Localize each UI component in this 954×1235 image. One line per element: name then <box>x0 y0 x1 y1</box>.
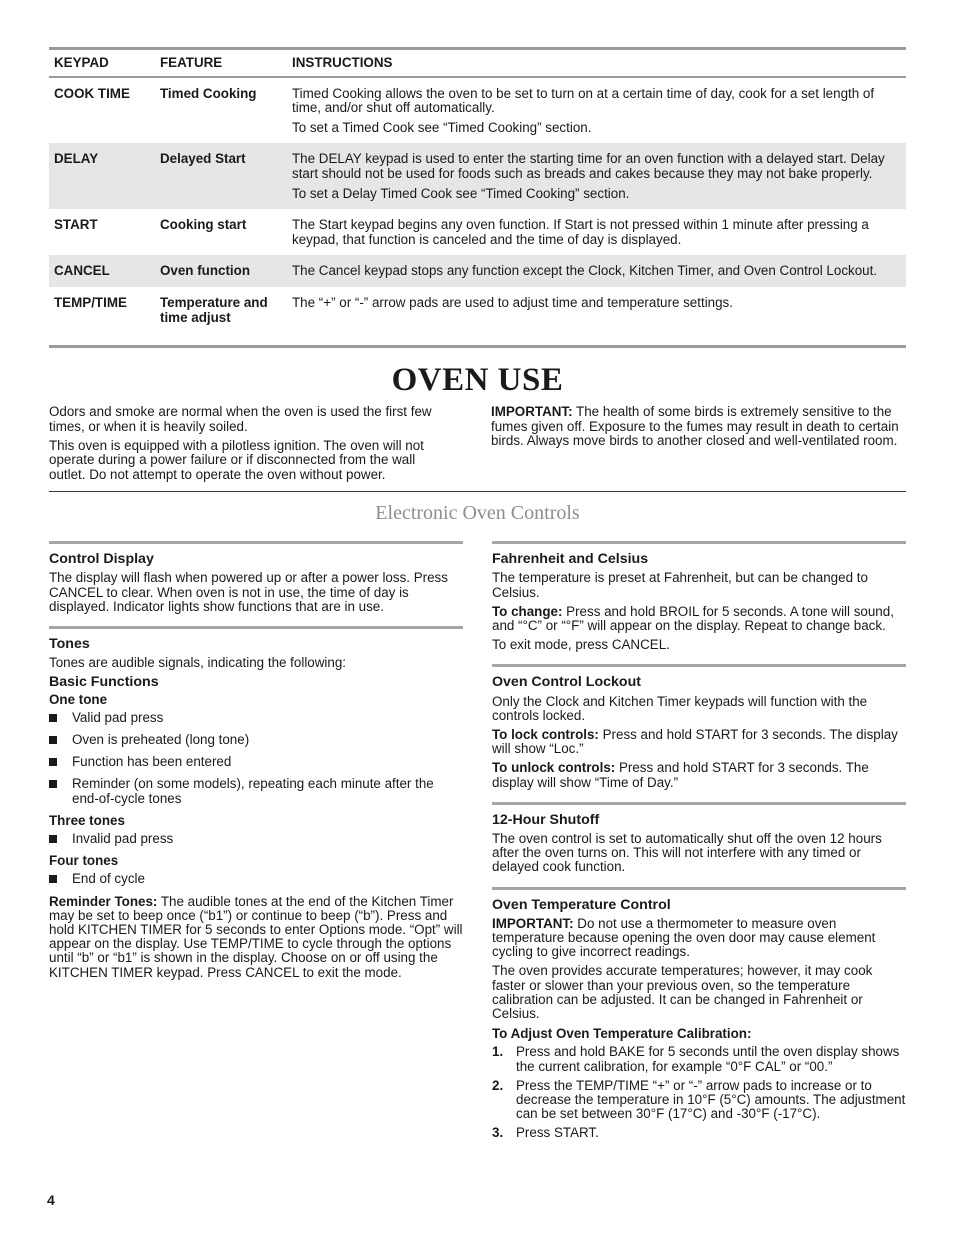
three-tones-list <box>49 832 463 846</box>
list-item <box>49 733 463 747</box>
square-bullet-icon <box>49 714 57 722</box>
list-item-text: End of cycle <box>72 871 145 887</box>
unlock-paragraph <box>492 761 906 789</box>
list-item <box>492 1079 906 1122</box>
instruction-text: The Start keypad begins any oven function. If Start is not pressed within 1 minute after pressing a keypad, that function is canceled and the time of day is displayed. <box>292 217 869 247</box>
control-lockout-section <box>492 664 906 789</box>
instructions-cell <box>287 255 906 287</box>
instructions-cell <box>287 77 906 144</box>
table-row <box>49 287 906 333</box>
instruction-text: To set a Timed Cook see “Timed Cooking” section. <box>292 119 592 135</box>
exit-text: To exit mode, press CANCEL. <box>492 637 670 653</box>
feature-cell: Delayed Start <box>155 143 287 209</box>
intro-paragraph: This oven is equipped with a pilotless ignition. The oven will not operate during a power failure or if disconnected from the wall outlet. Do not attempt to operate the oven without power. <box>49 437 424 482</box>
step-text: Press and hold BAKE for 5 seconds until the oven display shows the current calibration, for example “0°F CAL” or “00.” <box>516 1044 900 1074</box>
square-bullet-icon <box>49 875 57 883</box>
page <box>49 47 906 1153</box>
page-number: 4 <box>47 1192 55 1208</box>
section-text: Tones are audible signals, indicating the following: <box>49 655 347 671</box>
keypad-cell: CANCEL <box>49 255 155 287</box>
instruction-text: The DELAY keypad is used to enter the starting time for an oven function with a delayed start. Delay start should not be used for foods such as breads and cakes because they may not bake properly. <box>292 151 885 181</box>
temperature-control-section <box>492 887 906 1141</box>
list-item-text: Reminder (on some models), repeating each minute after the end-of-cycle tones <box>72 776 434 806</box>
header-keypad: KEYPAD <box>49 49 155 77</box>
list-item <box>49 832 463 846</box>
subsection-heading: Basic Functions <box>49 674 159 691</box>
header-instructions: INSTRUCTIONS <box>287 49 906 77</box>
important-label: IMPORTANT: <box>492 915 574 931</box>
intro-right-column <box>491 405 906 487</box>
section-text: The temperature is preset at Fahrenheit, but can be changed to Celsius. <box>492 570 868 600</box>
step-text: Press the TEMP/TIME “+” or “-” arrow pads to increase or to decrease the temperature in 10°F (5°C) amounts. The adjustment can be set between 30°F (17°C) and -30°F (-17°C). <box>516 1077 906 1122</box>
two-column-content <box>49 541 906 1153</box>
list-item-text: Oven is preheated (long tone) <box>72 731 250 747</box>
section-text: The oven control is set to automatically shut off the oven 12 hours after the oven turns on. This will not interfere with any timed or delayed cook function. <box>492 831 882 875</box>
header-feature: FEATURE <box>155 49 287 77</box>
important-paragraph <box>492 917 906 960</box>
table-row <box>49 255 906 287</box>
keypad-cell: COOK TIME <box>54 85 130 101</box>
feature-cell: Timed Cooking <box>160 85 257 101</box>
section-text: Only the Clock and Kitchen Timer keypads will function with the controls locked. <box>492 693 868 723</box>
section-heading: Oven Control Lockout <box>492 674 641 691</box>
section-text: The oven provides accurate temperatures; however, it may cook faster or slower than your previous oven, so the temperature calibration can be adjusted. It can be changed in Fahrenheit or Celsius. <box>492 963 873 1022</box>
list-item <box>492 1126 906 1140</box>
table-header-row <box>49 49 906 77</box>
step-number: 1. <box>492 1044 504 1060</box>
important-label: IMPORTANT: <box>491 404 573 420</box>
fahrenheit-celsius-section <box>492 541 906 652</box>
square-bullet-icon <box>49 758 57 766</box>
section-heading: Oven Temperature Control <box>492 896 671 913</box>
intro-paragraph: Odors and smoke are normal when the oven is used the first few times, or when it is heavily soiled. <box>49 404 432 434</box>
important-note <box>491 405 906 448</box>
square-bullet-icon <box>49 835 57 843</box>
list-item-text: Invalid pad press <box>72 831 174 846</box>
list-heading: To Adjust Oven Temperature Calibration: <box>492 1026 752 1042</box>
list-item-text: Function has been entered <box>72 754 232 770</box>
step-number: 3. <box>492 1125 504 1141</box>
instruction-text: To set a Delay Timed Cook see “Timed Cooking” section. <box>292 185 630 201</box>
lock-label: To lock controls: <box>492 726 599 742</box>
table-row <box>49 143 906 209</box>
instruction-text: Timed Cooking allows the oven to be set to turn on at a certain time of day, cook for a set length of time, and/or shut off automatically. <box>292 85 875 116</box>
intro-left-column <box>49 405 449 487</box>
list-item-text: Valid pad press <box>72 709 164 725</box>
instructions-cell <box>287 287 906 333</box>
section-divider <box>49 491 906 492</box>
lock-paragraph <box>492 728 906 756</box>
reminder-label: Reminder Tones: <box>49 893 158 909</box>
feature-cell: Temperature and time adjust <box>160 294 268 325</box>
table-bottom-rule <box>49 345 906 348</box>
list-heading: One tone <box>49 691 108 707</box>
section-heading: Tones <box>49 635 90 652</box>
table-row <box>49 77 906 144</box>
intro-section <box>49 405 906 487</box>
table-row <box>49 209 906 255</box>
unlock-text: Press and hold START for 3 seconds. The display will show “Time of Day.” <box>492 760 869 790</box>
instructions-cell <box>287 143 906 209</box>
right-column <box>492 541 906 1153</box>
left-column <box>49 541 463 1153</box>
important-text: The health of some birds is extremely sensitive to the fumes given off. Exposure to the fumes may result in death to certain birds. Always move birds to another closed and well-ventilated room. <box>491 404 899 448</box>
list-item <box>492 1045 906 1073</box>
list-heading: Three tones <box>49 812 125 828</box>
feature-cell: Oven function <box>155 255 287 287</box>
list-item <box>49 711 463 725</box>
keypad-table <box>49 47 906 333</box>
keypad-cell: DELAY <box>49 143 155 209</box>
tones-section <box>49 626 463 980</box>
reminder-tones-paragraph <box>49 895 463 980</box>
shutoff-section <box>492 802 906 875</box>
change-text: Press and hold BROIL for 5 seconds. A tone will sound, and “°C” or “°F” will appear on the display. Repeat to change back. <box>492 603 894 633</box>
calibration-steps <box>492 1045 906 1140</box>
step-number: 2. <box>492 1077 504 1093</box>
control-display-section <box>49 541 463 614</box>
list-item <box>49 755 463 769</box>
step-text: Press START. <box>516 1125 599 1141</box>
instructions-cell <box>287 209 906 255</box>
lock-text: Press and hold START for 3 seconds. The display will show “Loc.” <box>492 726 898 757</box>
list-item <box>49 872 463 886</box>
section-heading: Fahrenheit and Celsius <box>492 551 649 568</box>
section-heading: 12-Hour Shutoff <box>492 811 600 828</box>
instruction-text: The Cancel keypad stops any function except the Clock, Kitchen Timer, and Oven Control Lockout. <box>292 263 878 279</box>
keypad-cell: START <box>54 217 98 233</box>
section-text: The display will flash when powered up or after a power loss. Press CANCEL to clear. When oven is not in use, the time of day is displayed. Indicator lights show functions that are in use. <box>49 570 448 614</box>
one-tone-list <box>49 711 463 806</box>
keypad-cell: TEMP/TIME <box>54 294 127 310</box>
section-subtitle: Electronic Oven Controls <box>375 502 580 525</box>
square-bullet-icon <box>49 736 57 744</box>
instruction-text: The “+” or “-” arrow pads are used to adjust time and temperature settings. <box>292 294 733 310</box>
reminder-text: The audible tones at the end of the Kitchen Timer may be set to beep once (“b1”) or continue to beep (“b”). Press and hold KITCHEN TIMER for 5 seconds to enter Options mode. “Opt” will appear on the display. Use TEMP/TIME to cycle through the options until “b” or “b1” is shown in the display. Choose on or off using the KITCHEN TIMER keypad. Press CANCEL to exit the mode. <box>49 893 463 980</box>
feature-cell: Cooking start <box>160 217 247 233</box>
list-item <box>49 777 463 805</box>
change-label: To change: <box>492 603 563 619</box>
unlock-label: To unlock controls: <box>492 760 616 776</box>
four-tones-list <box>49 872 463 886</box>
change-paragraph <box>492 605 906 633</box>
square-bullet-icon <box>49 780 57 788</box>
section-heading: Control Display <box>49 551 154 568</box>
important-text: Do not use a thermometer to measure oven temperature because opening the oven door may cause element cycling to give incorrect readings. <box>492 915 876 960</box>
list-heading: Four tones <box>49 853 119 869</box>
page-title: OVEN USE <box>391 362 564 399</box>
